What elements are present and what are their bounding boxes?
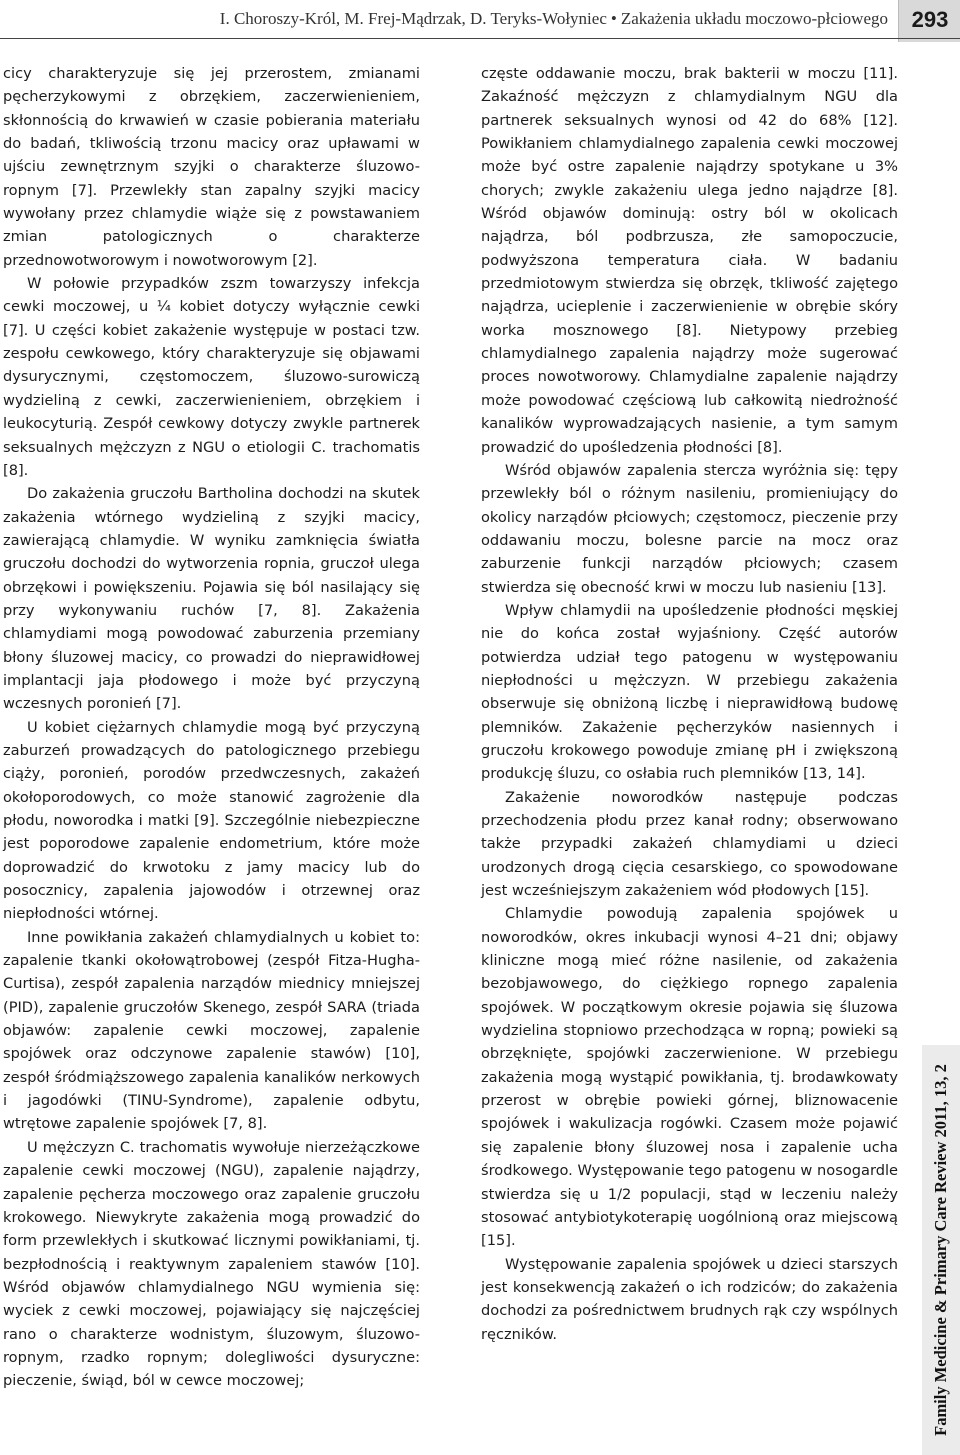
page-number-box (898, 0, 960, 42)
header-authors: I. Choroszy-Król, M. Frej-Mądrzak, D. Teryks-Wołyniec (219, 9, 607, 28)
page-number: 293 (911, 7, 949, 32)
running-head (0, 9, 888, 29)
journal-side-strip (922, 1045, 960, 1455)
header-separator: • (610, 9, 617, 28)
paragraph: częste oddawanie moczu, brak bakterii w moczu [11]. Zakaźność mężczyzn z chlamydialnym NGU dla partnerek seksualnych wynosi od 42 do 68% [12]. Powikłaniem chlamydialnego zapalenia cewki moczowej może być ostre zapalenie najądrzy spotykane u 3% chorych; zwykle zakażeniu ulega jedno najądrze [8]. Wśród objawów dominują: ostry ból w okolicach najądrza, ból podbrzusza, złe samopoczucie, podwyższona temperatura ciała. W badaniu przedmiotowym stwierdza się obrzęk, tkliwość zajętego najądrza, ucieplenie i zaczerwienienie w obrębie skóry worka mosznowego [8]. Nietypowy przebieg chlamydialnego zapalenia najądrzy może sugerować proces nowotworowy. Chlamydialne zapalenie najądrzy może powodować częściową lub całkowitą niedrożność kanalików wyprowadzających nasienie, a tym samym prowadzić do upośledzenia płodności [8]. (481, 65, 898, 456)
paragraph: U mężczyzn C. trachomatis wywołuje nierzeżączkowe zapalenie cewki moczowej (NGU), zapalenie najądrzy, zapalenie pęcherza moczowego oraz zapalenie gruczołu krokowego. Niewykryte zakażenia mogą prowadzić do form przewlekłych i skutkować licznymi powikłaniami, tj. bezpłodnością i reaktywnym zapaleniem stawów [10]. Wśród objawów chlamydialnego NGU wymienia się: wyciek z cewki moczowej, pojawiający się najczęściej rano o charakterze wodnistym, śluzowym, śluzowo-ropnym, rzadko ropnym; dolegliwości dysuryczne: pieczenie, świąd, ból w cewce moczowej; (3, 1138, 420, 1390)
journal-citation: Family Medicine & Primary Care Review 2011, 13, 2 (931, 1064, 950, 1436)
paragraph: cicy charakteryzuje się jej przerostem, zmianami pęcherzykowymi z obrzękiem, zaczerwienieniem, skłonnością do krwawień w czasie pobierania materiału do badań, tkliwością trzonu macicy oraz upławami w ujściu zewnętrznym szyjki o charakterze śluzowo-ropnym [7]. Przewlekły stan zapalny szyjki macicy wywołany przez chlamydie wiąże się z powstawaniem zmian patologicznych o charakterze przednowotworowym i nowotworowym [2]. (3, 65, 420, 269)
paragraph: Wśród objawów zapalenia stercza wyróżnia się: tępy przewlekły ból o różnym nasileniu, promieniujący do okolicy narządów płciowych; częstomocz, pieczenie przy oddawaniu moczu, bolesne parcie na mocz oraz zaburzenie funkcji narządów płciowych; czasem stwierdza się obecność krwi w moczu lub nasieniu [13]. (481, 461, 898, 596)
paragraph: Występowanie zapalenia spojówek u dzieci starszych jest konsekwencją zakażeń o ich rodziców; do zakażenia dochodzi za pośrednictwem brudnych rąk czy wspólnych ręczników. (481, 1255, 898, 1343)
paragraph: Zakażenie noworodków następuje podczas przechodzenia płodu przez kanał rodny; obserwowano także przypadki zakażeń chlamydiami u dzieci urodzonych drogą cięcia cesarskiego, co spowodowane jest wcześniejszym zakażeniem wód płodowych [15]. (481, 788, 898, 900)
left-column (3, 62, 420, 1393)
header-title: Zakażenia układu moczowo-płciowego (620, 9, 888, 28)
paragraph: W połowie przypadków zszm towarzyszy infekcja cewki moczowej, u ¼ kobiet dotyczy wyłącznie cewki [7]. U części kobiet zakażenie występuje w postaci tzw. zespołu cewkowego, który charakteryzuje się objawami dysurycznymi, częstomoczem, śluzowo-surowiczą wydzieliną z cewki, zaczerwienieniem, obrzękiem i leukocyturią. Zespół cewkowy dotyczy zwykle partnerek seksualnych mężczyzn z NGU o etiologii C. trachomatis [8]. (3, 275, 420, 479)
paragraph: Wpływ chlamydii na upośledzenie płodności męskiej nie do końca został wyjaśniony. Część autorów potwierdza udział tego patogenu w występowaniu niepłodności u mężczyzn. W przebiegu zakażenia obserwuje się obniżoną liczbę i nieprawidłową budowę plemników. Zakażenie pęcherzyków nasiennych i gruczołu krokowego powoduje zmianę pH i zwiększoną produkcję śluzu, co osłabia ruch plemników [13, 14]. (481, 601, 898, 783)
running-header (0, 0, 960, 42)
paragraph: Do zakażenia gruczołu Bartholina dochodzi na skutek zakażenia wtórnego wydzieliną z szyjki macicy, zawierającą chlamydie. W wyniku zamknięcia światła gruczołu dochodzi do wytworzenia ropnia, gruczoł ulega obrzękowi i powiększeniu. Pojawia się ból nasilający się przy wykonywaniu ruchów [7, 8]. Zakażenia chlamydiami mogą powodować zaburzenia przemiany błony śluzowej macicy, co prowadzi do nieprawidłowej implantacji jaja płodowego i może być przyczyną wczesnych poronień [7]. (3, 485, 420, 713)
paragraph: Inne powikłania zakażeń chlamydialnych u kobiet to: zapalenie tkanki okołowątrobowej (zespół Fitza-Hugha-Curtisa), zespół zapalenia narządów miednicy mniejszej (PID), zapalenie gruczołów Skenego, zespół SARA (triada objawów: zapalenie cewki moczowej, zapalenie spojówek oraz odczynowe zapalenie stawów) [10], zespół śródmiąższowego zapalenia kanalików nerkowych i jagodówki (TINU-Syndrome), zapalenie odbytu, wtrętowe zapalenie spojówek [7, 8]. (3, 928, 420, 1133)
header-rule (0, 38, 960, 39)
paragraph: Chlamydie powodują zapalenia spojówek u noworodków, okres inkubacji wynosi 4–21 dni; objawy kliniczne mogą mieć różne nasilenie, od zakażenia bezobjawowego, do ciężkiego ropnego zapalenia spojówek. W początkowym okresie pojawia się śluzowa wydzielina stopniowo przechodząca w ropną; powieki są obrzęknięte, spojówki zaczerwienione. W przebiegu zakażenia mogą wystąpić powikłania, tj. brodawkowaty przerost w obrębie powieki górnej, bliznowacenie spojówek i wakulizacja rogówki. Czasem może pojawić się zapalenie błony śluzowej nosa i zapalenie ucha środkowego. Występowanie tego patogenu w nosogardle stwierdza się u 1/2 populacji, stąd w leczeniu należy stosować antybiotykoterapię uogólnioną oraz miejscową [15]. (481, 905, 898, 1250)
right-column (481, 62, 898, 1346)
paragraph: U kobiet ciężarnych chlamydie mogą być przyczyną zaburzeń prowadzących do patologicznego przebiegu ciąży, poronień, porodów przedwczesnych, zakażeń okołoporodowych, co może stanowić zagrożenie dla płodu, noworodka i matki [9]. Szczególnie niebezpieczne jest poporodowe zapalenie endometrium, które może doprowadzić do krwotoku z jamy macicy lub do posocznicy, zapalenia jajowodów i otrzewnej oraz niepłodności wtórnej. (3, 718, 420, 923)
